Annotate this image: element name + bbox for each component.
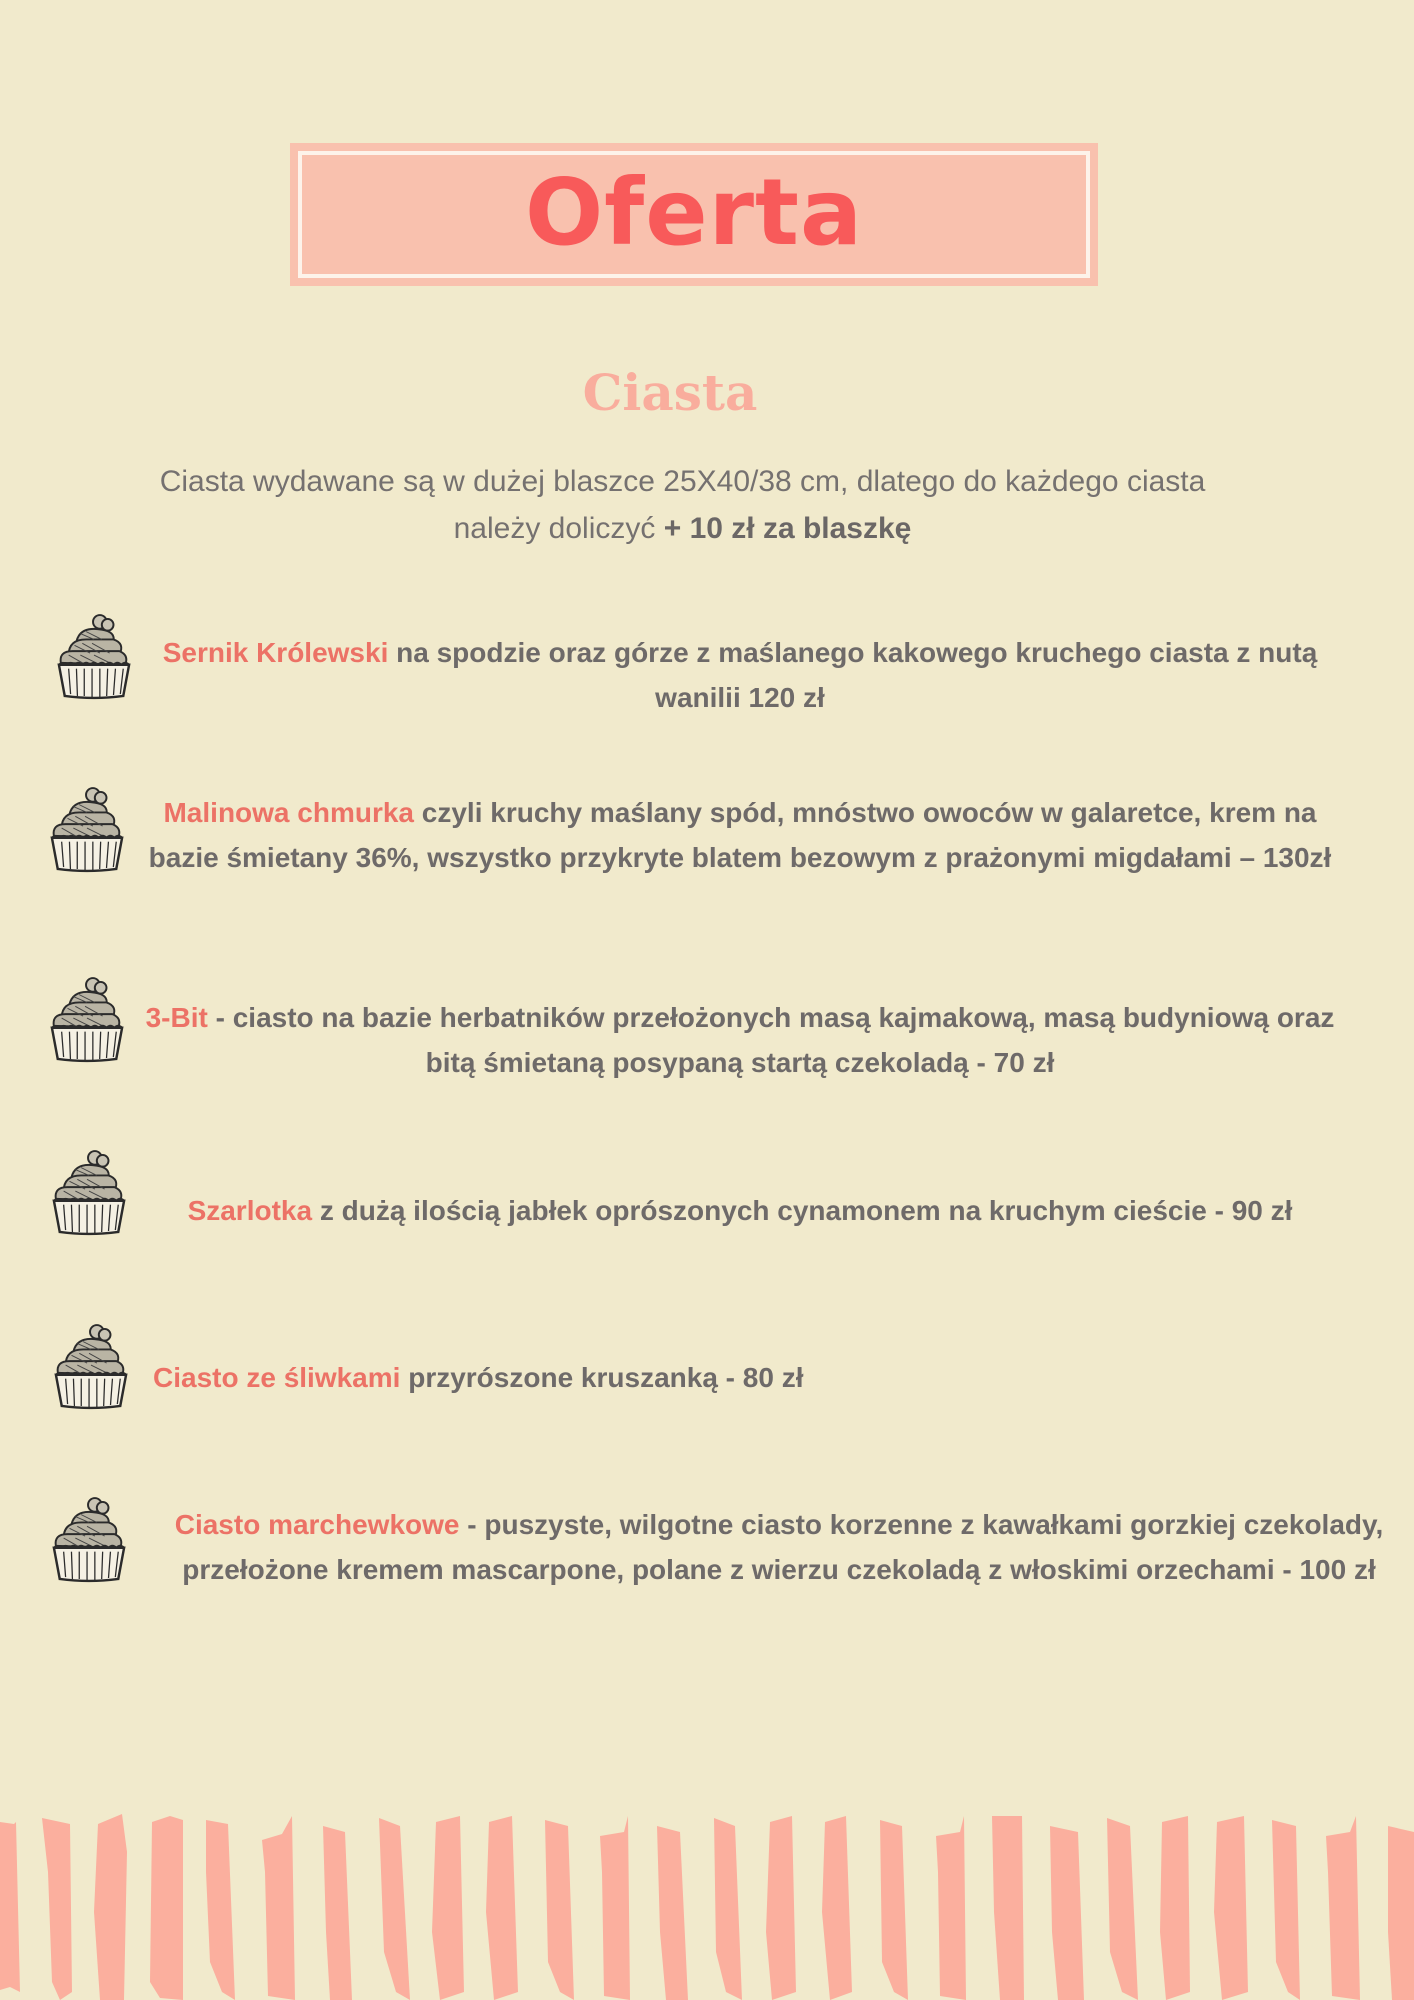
section-heading: Ciasta (582, 363, 758, 422)
menu-item-description: przyrószone kruszanką - 80 zł (400, 1362, 804, 1393)
menu-item-name: Sernik Królewski (162, 637, 389, 668)
intro-line-1: Ciasta wydawane są w dużej blaszce 25X40/38 cm, dlatego do każdego ciasta (159, 465, 1206, 498)
intro-surcharge: + 10 zł za blaszkę (663, 512, 912, 545)
cupcake-icon (48, 785, 126, 873)
menu-item-name: 3-Bit (145, 1002, 208, 1033)
title-banner (290, 143, 1098, 286)
menu-item-name: Szarlotka (187, 1195, 313, 1226)
intro-line-2: należy doliczyć (453, 512, 664, 545)
decorative-brush-stripes (0, 1812, 1414, 2000)
cupcake-icon (52, 1322, 130, 1410)
brush-stroke-group (0, 1814, 1414, 2000)
menu-item-name: Ciasto marchewkowe (174, 1509, 460, 1540)
menu-item-description: - ciasto na bazie herbatników przełożonych masą kajmakową, masą budyniową oraz bitą śmietaną posypaną startą czekoladą - 70 zł (207, 1002, 1335, 1078)
cupcake-icon (48, 975, 126, 1063)
menu-item-description: czyli kruchy maślany spód, mnóstwo owoców w galaretce, krem na bazie śmietany 36%, wszystko przykryte blatem bezowym z prażonymi migdałami – 130zł (148, 797, 1332, 873)
menu-item-text (145, 1502, 1413, 1592)
cupcake-icon (50, 1495, 128, 1583)
section-intro (120, 458, 1245, 552)
menu-item-text (140, 995, 1340, 1085)
menu-item-description: - puszyste, wilgotne ciasto korzenne z kawałkami gorzkiej czekolady, przełożone kremem mascarpone, polane z wierzu czekoladą z włoskimi orzechami - 100 zł (182, 1509, 1384, 1585)
menu-item-name: Malinowa chmurka (163, 797, 414, 828)
menu-item-text (140, 1188, 1340, 1233)
menu-item-text (140, 630, 1340, 720)
menu-item-text (153, 1355, 1053, 1400)
page-title: Oferta (524, 159, 864, 266)
menu-item-description: na spodzie oraz górze z maślanego kakowego kruchego ciasta z nutą wanilii 120 zł (388, 637, 1318, 713)
menu-item-description: z dużą ilością jabłek oprószonych cynamonem na kruchym cieście - 90 zł (312, 1195, 1293, 1226)
menu-item-name: Ciasto ze śliwkami (153, 1362, 401, 1393)
cupcake-icon (55, 612, 133, 700)
cupcake-icon (50, 1148, 128, 1236)
menu-item-text (135, 790, 1345, 880)
